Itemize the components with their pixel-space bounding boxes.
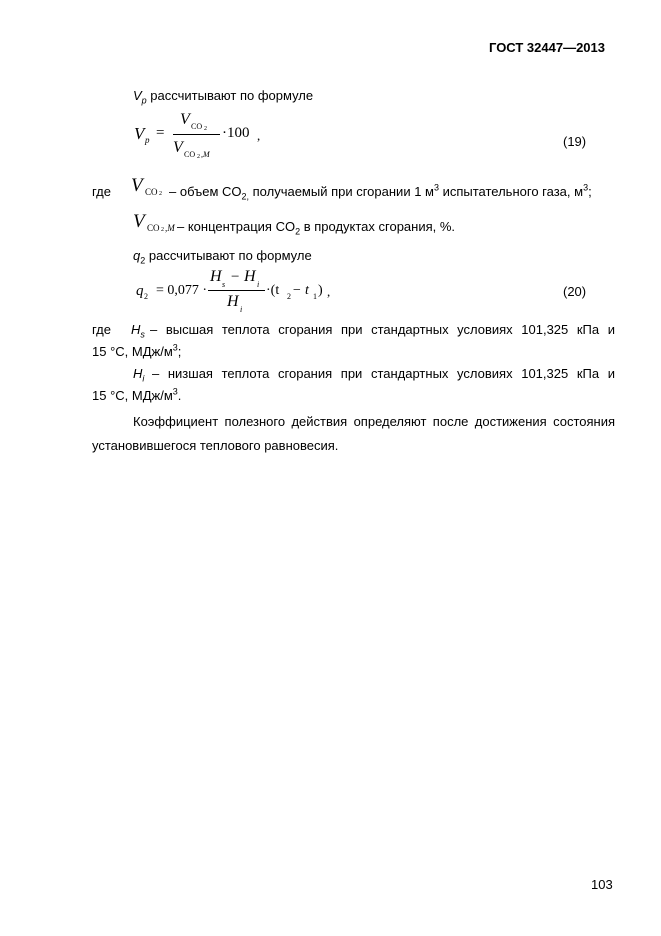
hi-symbol: $H_i$ <box>133 366 145 384</box>
vco2-definition: – объем $CO_{2,}$ получаемый при сгорании 1 $м^3$ испытательного газа, $м^3$; <box>169 182 592 202</box>
hi-definition-line1: – низшая теплота сгорания при стандартных условиях 101,325 кПа и <box>152 366 615 381</box>
fraction-bar-20 <box>208 290 265 291</box>
hi-definition-line2: 15 °С, МДж/$м^3$. <box>92 386 182 403</box>
where-label-3: где <box>92 322 111 337</box>
vco2m-definition: – концентрация $CO_2$ в продуктах сгорания, %. <box>177 219 456 237</box>
document-code: ГОСТ 32447—2013 <box>489 40 605 55</box>
q2-intro: $q_2$ рассчитывают по формуле <box>133 248 312 266</box>
vco2m-symbol: V <box>133 211 145 232</box>
vp-intro: $V_p$ рассчитывают по формуле <box>133 88 314 106</box>
vp-symbol: V <box>133 88 142 103</box>
hs-definition-line2: 15 °С, МДж/$м^3$; <box>92 342 182 359</box>
where-label-1: где <box>92 184 111 199</box>
conclusion-line1: Коэффициент полезного действия определяют после достижения состояния <box>133 414 615 429</box>
page-number: 103 <box>591 877 613 892</box>
equation-number-20: (20) <box>563 284 587 299</box>
equation-number-19: (19) <box>563 134 587 149</box>
hs-definition-line1: – высшая теплота сгорания при стандартных условиях 101,325 кПа и <box>150 322 615 337</box>
conclusion-line2: установившегося теплового равновесия. <box>92 438 339 453</box>
fraction-bar-19 <box>173 134 220 135</box>
hs-symbol: $H_s$ <box>131 322 145 340</box>
vco2-symbol: V <box>131 175 143 196</box>
vp-intro-text: рассчитывают по формуле <box>146 88 314 103</box>
